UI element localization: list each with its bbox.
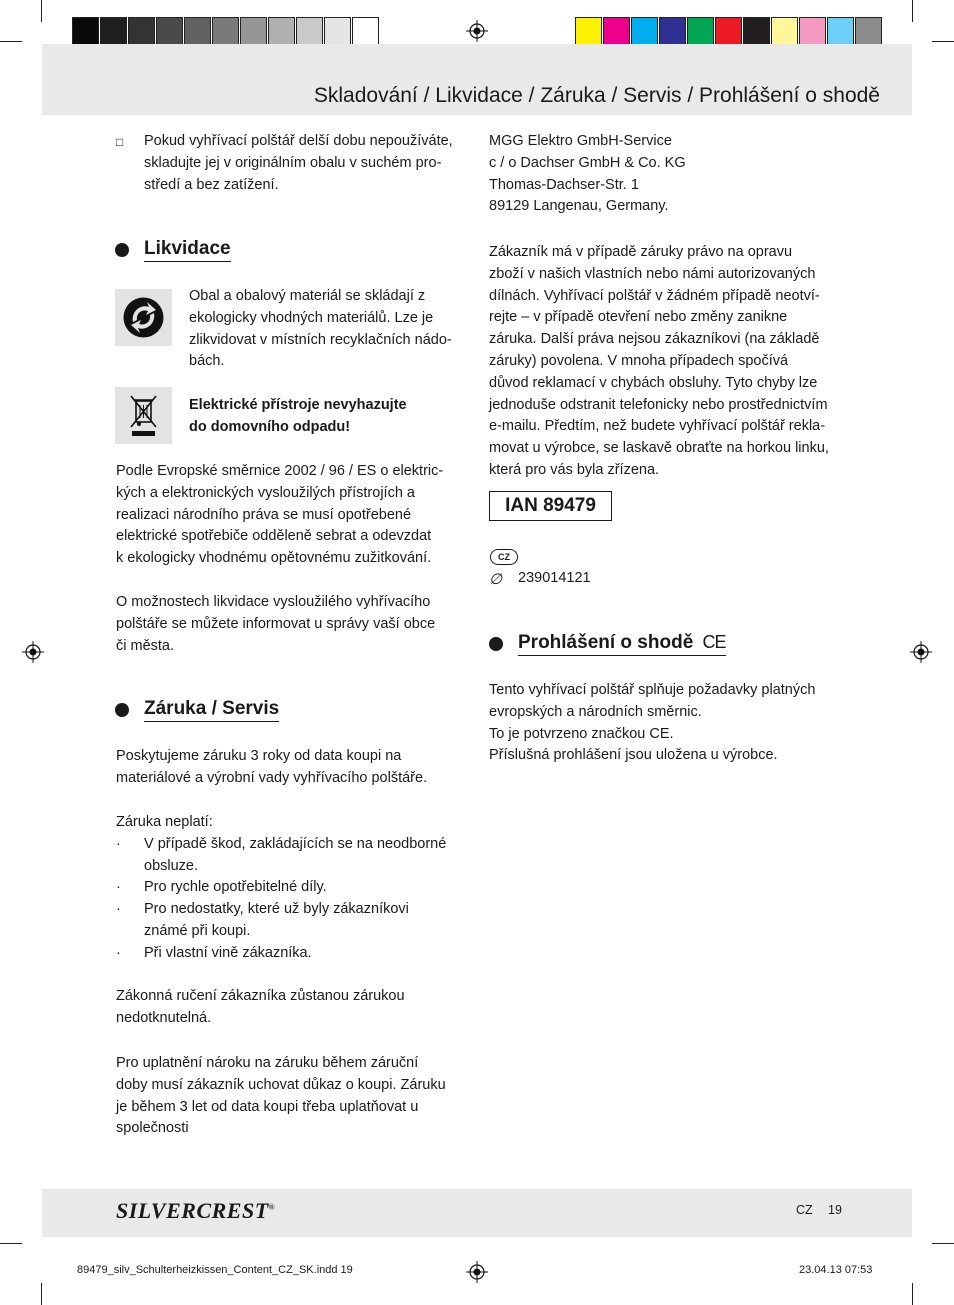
slug-date: 23.04.13 07:53 — [799, 1264, 873, 1276]
customer-line: která pro vás byla zřízena. — [489, 461, 660, 478]
storage-line: Pokud vyhřívací polštář delší dobu nepoužíváte, — [144, 133, 453, 149]
heading-bullet-icon — [489, 637, 503, 651]
exclusion-item — [116, 834, 468, 878]
exclusion-line: Pro nedostatky, které už byly zákazníkovi — [144, 901, 409, 918]
hotline-icon: ∅ — [489, 571, 503, 588]
likvidace-heading — [115, 238, 231, 262]
claim-paragraph — [116, 1053, 468, 1140]
claim-line: Pro uplatnění nároku na záruku během záruční — [116, 1055, 419, 1071]
declaration-heading — [489, 632, 726, 656]
color-swatch — [296, 17, 323, 46]
directive-line: k ekologicky vhodnému opětovnému zužitkování. — [116, 550, 432, 567]
country-badge: CZ — [490, 549, 518, 565]
color-swatch — [855, 17, 882, 46]
customer-line: důvod reklamací v chybách obsluhy. Tyto chyby lze — [489, 374, 818, 391]
registered-mark: ® — [268, 1202, 276, 1212]
exclusion-item — [116, 877, 468, 899]
exclusion-line: Při vlastní vině zákazníka. — [144, 944, 312, 961]
color-swatch — [100, 17, 127, 46]
exclusion-line: obsluze. — [144, 857, 199, 874]
statutory-line: nedotknutelná. — [116, 1009, 212, 1026]
ce-mark-icon: CE — [702, 632, 726, 652]
address-line: Thomas-Dachser-Str. 1 — [489, 176, 639, 193]
address-line: 89129 Langenau, Germany. — [489, 198, 669, 215]
warranty-intro-line: Poskytujeme záruku 3 roky od data koupi na — [116, 748, 402, 764]
color-swatch — [240, 17, 267, 46]
hotline-number: 239014121 — [518, 570, 591, 586]
statutory-paragraph — [116, 986, 468, 1030]
directive-line: elektrické spotřebiče odděleně sebrat a odevzdat — [116, 528, 432, 545]
exclusion-item — [116, 943, 468, 965]
crop-mark — [912, 0, 913, 22]
crop-mark — [41, 1283, 42, 1305]
customer-line: jednoduše odstranit telefonicky nebo prostřednictvím — [489, 396, 828, 413]
exclusion-item — [116, 899, 468, 943]
recycle-line: Obal a obalový materiál se skládají z — [189, 288, 426, 304]
customer-line: dílnách. Vyhřívací polštář v žádném případě neotví- — [489, 287, 820, 304]
color-swatch — [352, 17, 379, 46]
color-swatch — [603, 17, 630, 46]
color-swatch — [324, 17, 351, 46]
color-swatch — [575, 17, 602, 46]
slug-filename: 89479_silv_Schulterheizkissen_Content_CZ_SK.indd 19 — [77, 1264, 353, 1276]
brand-logo — [116, 1198, 275, 1224]
recycle-line: zlikvidovat v místních recyklačních nádo- — [189, 331, 452, 348]
exclusion-line: známé při koupi. — [144, 922, 251, 939]
address-line: c / o Dachser GmbH & Co. KG — [489, 154, 686, 171]
crop-mark — [0, 1243, 22, 1244]
page-language: CZ — [796, 1203, 813, 1217]
options-line: či města. — [116, 637, 175, 654]
recycle-line: bách. — [189, 353, 225, 370]
heading-text: Likvidace — [144, 238, 231, 262]
dot-bullet-icon: · — [116, 944, 121, 961]
claim-line: doby musí zákazník uchovat důkaz o koupi. Záruku — [116, 1076, 446, 1093]
customer-line: Zákazník má v případě záruky právo na opravu — [489, 244, 793, 260]
options-line: O možnostech likvidace vysloužilého vyhřívacího — [116, 594, 431, 610]
customer-line: e-mailu. Předtím, než budete vyhřívací polštář rekla- — [489, 418, 826, 435]
weee-line: Elektrické přístroje nevyhazujte — [189, 397, 407, 413]
disposal-options-paragraph — [116, 592, 468, 657]
color-swatch — [156, 17, 183, 46]
color-swatch — [771, 17, 798, 46]
recycle-line: ekologicky vhodných materiálů. Lze je — [189, 309, 434, 326]
page-number: 19 — [828, 1203, 842, 1217]
directive-line: realizaci národního práva se musí opotřebené — [116, 506, 412, 523]
service-address — [489, 131, 849, 218]
directive-line: kých a elektronických vysloužilých přístrojích a — [116, 484, 415, 501]
customer-rights-paragraph — [489, 242, 849, 482]
customer-line: zboží v našich vlastních nebo námi autorizovaných — [489, 265, 816, 282]
registration-mark-icon — [22, 641, 44, 663]
color-swatch — [631, 17, 658, 46]
color-swatch — [72, 17, 99, 46]
declaration-heading-text: Prohlášení o shodě — [518, 632, 694, 653]
color-swatch — [212, 17, 239, 46]
directive-line: Podle Evropské směrnice 2002 / 96 / ES o elektric- — [116, 463, 444, 479]
crop-mark — [932, 41, 954, 42]
directive-paragraph — [116, 461, 468, 570]
color-swatch — [128, 17, 155, 46]
storage-line: středí a bez zatížení. — [144, 176, 279, 193]
color-swatch — [799, 17, 826, 46]
declaration-line: Tento vyhřívací polštář splňuje požadavky platných — [489, 682, 816, 698]
dot-bullet-icon: · — [116, 835, 121, 852]
checkbox-bullet-icon: □ — [116, 135, 124, 149]
registration-mark-icon — [910, 641, 932, 663]
crop-mark — [932, 1243, 954, 1244]
customer-line: rejte – v případě otevření nebo změny zanikne — [489, 309, 788, 326]
options-line: polštáře se můžete informovat u správy vaší obce — [116, 615, 436, 632]
brand-name: SILVERCREST — [116, 1198, 269, 1223]
weee-line: do domovního odpadu! — [189, 418, 351, 435]
heading-text: Záruka / Servis — [144, 698, 279, 722]
color-swatch — [268, 17, 295, 46]
warranty-heading — [115, 698, 279, 722]
exclusions-title: Záruka neplatí: — [116, 814, 213, 830]
warranty-intro-line: materiálové a výrobní vady vyhřívacího polštáře. — [116, 769, 428, 786]
customer-line: záruky) povolena. V mnoha případech spočívá — [489, 352, 789, 369]
crop-mark — [0, 41, 22, 42]
declaration-line: To je potvrzeno značkou CE. — [489, 725, 674, 742]
statutory-line: Zákonná ručení zákazníka zůstanou zárukou — [116, 988, 405, 1004]
heading-bullet-icon — [115, 243, 129, 257]
heading-bullet-icon — [115, 703, 129, 717]
color-swatch — [827, 17, 854, 46]
storage-line: skladujte jej v originálním obalu v suchém pro- — [144, 154, 442, 171]
weee-bin-icon — [115, 387, 172, 444]
warranty-intro — [116, 746, 468, 790]
registration-mark-icon — [466, 20, 488, 42]
heading-text — [518, 632, 726, 656]
exclusion-line: V případě škod, zakládajících se na neodborné — [144, 835, 447, 852]
customer-line: záruka. Další práva nejsou zákazníkovi (na základě — [489, 331, 820, 348]
registration-mark-icon — [466, 1261, 488, 1283]
address-line: MGG Elektro GmbH-Service — [489, 133, 672, 149]
ian-box: IAN 89479 — [489, 491, 612, 521]
dot-bullet-icon: · — [116, 901, 121, 918]
warranty-exclusions — [116, 812, 468, 965]
recycle-text — [189, 286, 469, 373]
page-title: Skladování / Likvidace / Záruka / Servis / Prohlášení o shodě — [313, 84, 880, 107]
exclusion-line: Pro rychle opotřebitelné díly. — [144, 879, 327, 896]
dot-bullet-icon: · — [116, 879, 121, 896]
color-swatch — [659, 17, 686, 46]
crop-mark — [41, 0, 42, 22]
weee-warning — [189, 395, 469, 439]
color-swatch — [715, 17, 742, 46]
declaration-line: evropských a národních směrnic. — [489, 703, 702, 720]
recycle-icon — [115, 289, 172, 346]
customer-line: movat u výrobce, se laskavě obraťte na horkou linku, — [489, 440, 829, 457]
declaration-paragraph — [489, 680, 849, 767]
color-swatch — [184, 17, 211, 46]
declaration-line: Příslušná prohlášení jsou uložena u výrobce. — [489, 747, 778, 764]
crop-mark — [912, 1283, 913, 1305]
claim-line: společnosti — [116, 1120, 189, 1137]
claim-line: je během 3 let od data koupi třeba uplatňovat u — [116, 1098, 419, 1115]
color-swatch — [687, 17, 714, 46]
storage-note — [116, 131, 466, 196]
color-swatch — [743, 17, 770, 46]
